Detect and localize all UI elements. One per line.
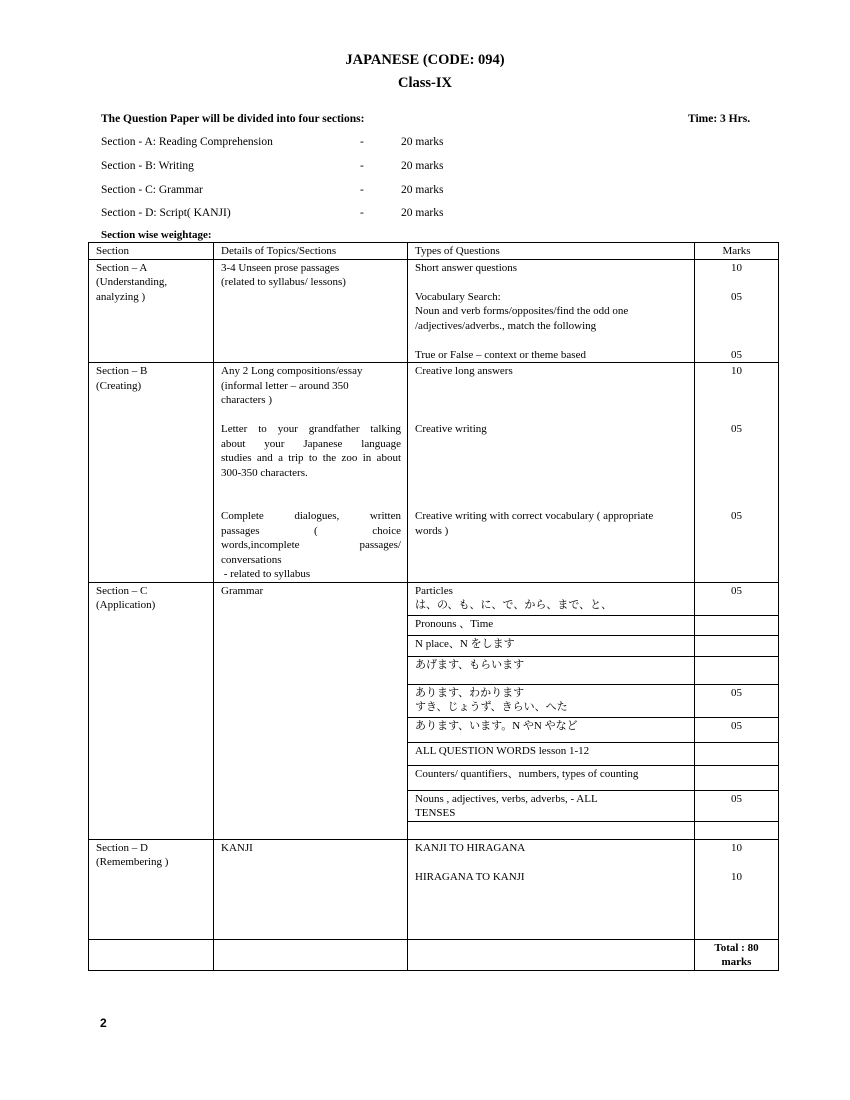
- summary-marks: 20 marks: [401, 184, 444, 196]
- weightage-table: [88, 242, 779, 971]
- table-row-section-c: [89, 582, 779, 615]
- grammar-item: Nouns , adjectives, verbs, adverbs, - ALL TENSES: [408, 790, 695, 821]
- grammar-item: N place、N をします: [408, 635, 695, 656]
- section-c-details: Grammar: [214, 582, 408, 839]
- grammar-item: あります、います。N やN やなど: [408, 717, 695, 742]
- section-a-details: 3-4 Unseen prose passages (related to syllabus/ lessons): [214, 259, 408, 363]
- summary-dash: -: [360, 160, 364, 172]
- grammar-marks: 05: [695, 684, 779, 717]
- total-marks: Total : 80 marks: [695, 939, 779, 970]
- page-number: 2: [100, 1016, 107, 1030]
- grammar-item-empty: [408, 821, 695, 839]
- grammar-marks: [695, 656, 779, 684]
- time-label: Time: 3 Hrs.: [688, 113, 751, 125]
- table-row-section-a: [89, 259, 779, 363]
- section-d-questions: KANJI TO HIRAGANA HIRAGANA TO KANJI: [408, 839, 695, 939]
- grammar-marks: 05: [695, 717, 779, 742]
- grammar-item: あげます、もらいます: [408, 656, 695, 684]
- grammar-marks: [695, 765, 779, 790]
- weightage-label: Section wise weightage:: [101, 229, 212, 241]
- grammar-marks-empty: [695, 821, 779, 839]
- table-row-total: [89, 939, 779, 970]
- section-d-marks: 10 10: [695, 839, 779, 939]
- summary-section-c: Section - C: Grammar: [101, 184, 203, 196]
- section-b-marks: 10 05 05: [695, 363, 779, 583]
- section-b-cell: Section – B (Creating): [89, 363, 214, 583]
- header-details: Details of Topics/Sections: [214, 243, 408, 260]
- table-row-section-b: [89, 363, 779, 583]
- section-d-cell: Section – D (Remembering ): [89, 839, 214, 939]
- grammar-marks: 05: [695, 582, 779, 615]
- page-title: JAPANESE (CODE: 094): [345, 52, 505, 68]
- intro-statement: The Question Paper will be divided into four sections:: [101, 113, 365, 125]
- grammar-item: Particles は、の、も、に、で、から、まで、と、: [408, 582, 695, 615]
- section-b-details: Any 2 Long compositions/essay (informal letter – around 350 characters ) Letter to your grandfather talking about your Japanese language studies and a trip to the zoo in about 300-350 characters. Complete dialogues, written passages ( choice words,incomplete passages/ conversations - related to syllabus: [214, 363, 408, 583]
- grammar-item: Counters/ quantifiers、numbers, types of counting: [408, 765, 695, 790]
- section-c-cell: Section – C (Application): [89, 582, 214, 839]
- summary-dash: -: [360, 136, 364, 148]
- section-b-questions: Creative long answers Creative writing Creative writing with correct vocabulary ( appropriate words ): [408, 363, 695, 583]
- summary-marks: 20 marks: [401, 160, 444, 172]
- table-header-row: [89, 243, 779, 260]
- grammar-item: あります、わかります すき、じょうず、きらい、へた: [408, 684, 695, 717]
- grammar-marks: 05: [695, 790, 779, 821]
- summary-dash: -: [360, 184, 364, 196]
- summary-dash: -: [360, 207, 364, 219]
- summary-marks: 20 marks: [401, 207, 444, 219]
- header-marks: Marks: [695, 243, 779, 260]
- section-a-questions: Short answer questions Vocabulary Search: Noun and verb forms/opposites/find the odd one /adjectives/adverbs., match the following True or False – context or theme based: [408, 259, 695, 363]
- grammar-item: ALL QUESTION WORDS lesson 1-12: [408, 742, 695, 765]
- grammar-item: Pronouns 、Time: [408, 615, 695, 635]
- summary-section-a: Section - A: Reading Comprehension: [101, 136, 273, 148]
- table-row-section-d: [89, 839, 779, 939]
- header-types: Types of Questions: [408, 243, 695, 260]
- summary-section-d: Section - D: Script( KANJI): [101, 207, 231, 219]
- summary-section-b: Section - B: Writing: [101, 160, 194, 172]
- header-section: Section: [89, 243, 214, 260]
- grammar-marks: [695, 615, 779, 635]
- grammar-marks: [695, 635, 779, 656]
- class-label: Class-IX: [398, 75, 452, 91]
- section-a-marks: 10 05 05: [695, 259, 779, 363]
- section-d-details: KANJI: [214, 839, 408, 939]
- section-a-cell: Section – A (Understanding, analyzing ): [89, 259, 214, 363]
- grammar-marks: [695, 742, 779, 765]
- summary-marks: 20 marks: [401, 136, 444, 148]
